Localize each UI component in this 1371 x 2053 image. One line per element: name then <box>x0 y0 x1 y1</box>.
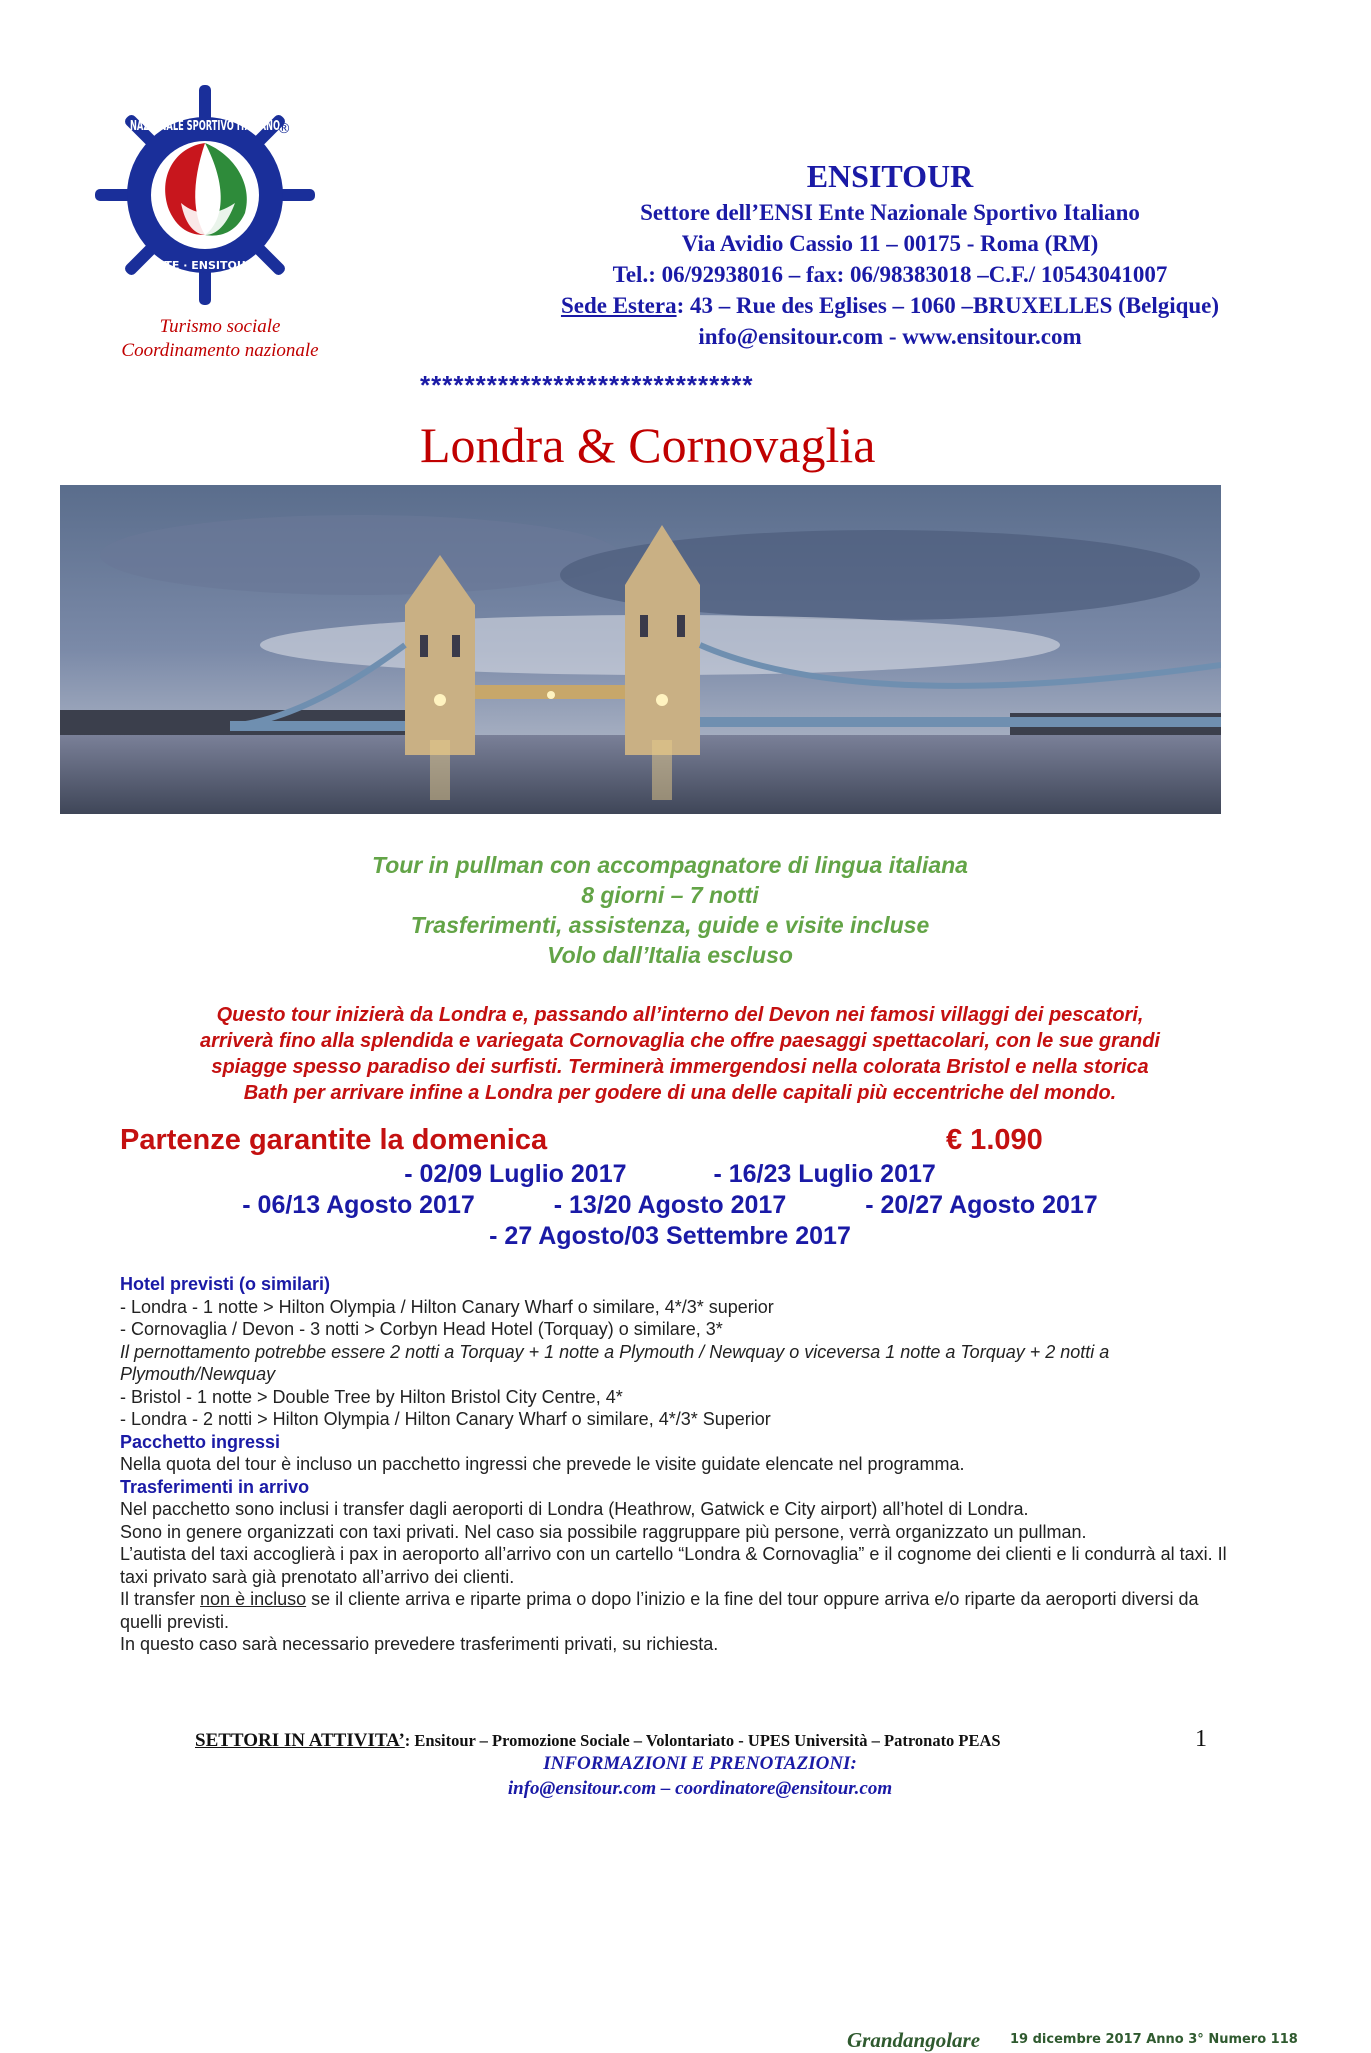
hotel-line: - Bristol - 1 notte > Double Tree by Hilton Bristol City Centre, 4* <box>120 1386 623 1407</box>
stars-divider: ****************************** <box>420 370 754 400</box>
org-sede <box>440 293 1340 319</box>
date-item: - 06/13 Agosto 2017 <box>242 1191 475 1219</box>
departures-label: Partenze garantite la domenica <box>120 1124 548 1156</box>
hotels-heading: Hotel previsti (o similari) <box>120 1274 331 1294</box>
transfers-heading: Trasferimenti in arrivo <box>120 1476 310 1497</box>
hotel-line: - Londra - 2 notti > Hilton Olympia / Hilton Canary Wharf o similare, 4*/3* Superior <box>120 1409 771 1429</box>
hotel-line: - Cornovaglia / Devon - 3 notti > Corbyn Head Hotel (Torquay) o similare, 3* <box>120 1319 723 1339</box>
page-title: Londra & Cornovaglia <box>420 417 876 473</box>
transfers-text: L’autista del taxi accoglierà i pax in aeroporto all’arrivo con un cartello “Londra & Cornovaglia” e il cognome dei clienti e li condurrà al taxi. Il taxi privato sarà già prenotato all’arrivo dei clienti. <box>120 1544 1227 1587</box>
transfers-text: Nel pacchetto sono inclusi i transfer dagli aeroporti di Londra (Heathrow, Gatwick e City airport) all’hotel di Londra. <box>120 1499 1029 1519</box>
hotel-line: - Londra - 1 notte > Hilton Olympia / Hilton Canary Wharf o similare, 4*/3* superior <box>120 1296 774 1317</box>
tour-summary-line-3: Trasferimenti, assistenza, guide e visite incluse <box>410 912 930 938</box>
tour-summary-line-2: 8 giorni – 7 notti <box>581 882 759 908</box>
ingressi-text: Nella quota del tour è incluso un pacchetto ingressi che prevede le visite guidate elencate nel programma. <box>120 1454 965 1474</box>
newsletter-brand: Grandangolare <box>847 2028 981 2052</box>
footer-info-emails: info@ensitour.com – coordinatore@ensitour.com <box>507 1778 893 1799</box>
dates-row-3 <box>60 1222 1280 1251</box>
intro-line: Questo tour inizierà da Londra e, passando all’interno del Devon nei famosi villaggi dei pescatori, <box>216 1004 1144 1026</box>
tagline-line-2: Coordinamento nazionale <box>121 340 319 361</box>
footer-info-label: INFORMAZIONI E PRENOTAZIONI: <box>543 1753 857 1774</box>
intro-line: arriverà fino alla splendida e variegata Cornovaglia che offre paesaggi spettacolari, con le sue grandi <box>200 1030 1160 1052</box>
ingressi-heading: Pacchetto ingressi <box>120 1431 281 1452</box>
date-item: - 16/23 Luglio 2017 <box>713 1160 936 1188</box>
tour-intro <box>110 1002 1250 1106</box>
ship-wheel-logo-icon <box>95 85 315 305</box>
date-item: - 13/20 Agosto 2017 <box>553 1191 787 1219</box>
registered-mark: ® <box>277 121 291 137</box>
transfers-not-included: non è incluso <box>200 1589 307 1609</box>
intro-line: spiagge spesso paradiso dei surfisti. Terminerà immergendosi nella colorata Bristol e nella storica <box>211 1056 1149 1078</box>
sede-label: Sede Estera <box>560 293 677 318</box>
intro-line: Bath per arrivare infine a Londra per godere di una delle capitali più eccentriche del mondo. <box>243 1082 1117 1104</box>
transfers-text-part: Il transfer <box>120 1589 201 1609</box>
tour-summary-line-4: Volo dall’Italia escluso <box>547 942 793 968</box>
tour-details <box>120 1273 1240 1656</box>
logo-ring-text-top: NAZIONALE SPORTIVO ITALIANO <box>130 119 280 134</box>
tower-bridge-photo-icon <box>60 485 1221 814</box>
footer-sectors <box>195 1730 1001 1752</box>
org-web: info@ensitour.com - www.ensitour.com <box>698 324 1082 349</box>
transfers-text <box>120 1588 1240 1633</box>
dates-row-1 <box>60 1160 1280 1189</box>
price: € 1.090 <box>946 1124 1043 1156</box>
footer-sectors-label: SETTORI IN ATTIVITA’ <box>195 1730 405 1751</box>
date-item: - 27 Agosto/03 Settembre 2017 <box>489 1222 851 1250</box>
org-address: Via Avidio Cassio 11 – 00175 - Roma (RM) <box>681 231 1099 256</box>
sede-value: : 43 – Rue des Eglises – 1060 –BRUXELLES (Belgique) <box>676 293 1220 318</box>
logo-ring-text-bottom: ENTE · ENSITOUR · <box>147 259 263 272</box>
newsletter-issue: 19 dicembre 2017 Anno 3° Numero 118 <box>1010 2032 1298 2047</box>
date-item: - 02/09 Luglio 2017 <box>404 1160 627 1188</box>
transfers-text-part: se il cliente arriva e riparte prima o dopo l’inizio e la fine del tour oppure arriva e/o riparte da aeroporti diversi da quelli previsti. <box>120 1589 1199 1632</box>
page-number: 1 <box>1195 1726 1207 1752</box>
org-name: ENSITOUR <box>806 158 974 194</box>
hotel-note: Il pernottamento potrebbe essere 2 notti a Torquay + 1 notte a Plymouth / Newquay o viceversa 1 notte a Torquay + 2 notti a Plymouth/Newquay <box>120 1341 1110 1384</box>
tagline-line-1: Turismo sociale <box>159 316 281 337</box>
footer-sectors-value: : Ensitour – Promozione Sociale – Volontariato - UPES Università – Patronato PEAS <box>404 1731 1001 1750</box>
transfers-text: In questo caso sarà necessario prevedere trasferimenti privati, su richiesta. <box>120 1634 719 1654</box>
org-tel: Tel.: 06/92938016 – fax: 06/98383018 –C.F./ 10543041007 <box>612 262 1168 287</box>
dates-row-2 <box>60 1191 1280 1220</box>
org-sector: Settore dell’ENSI Ente Nazionale Sportivo Italiano <box>640 200 1140 225</box>
date-item: - 20/27 Agosto 2017 <box>865 1191 1098 1219</box>
tour-summary-line-1: Tour in pullman con accompagnatore di lingua italiana <box>372 852 968 878</box>
transfers-text: Sono in genere organizzati con taxi privati. Nel caso sia possibile raggruppare più persone, verrà organizzato un pullman. <box>120 1521 1087 1542</box>
